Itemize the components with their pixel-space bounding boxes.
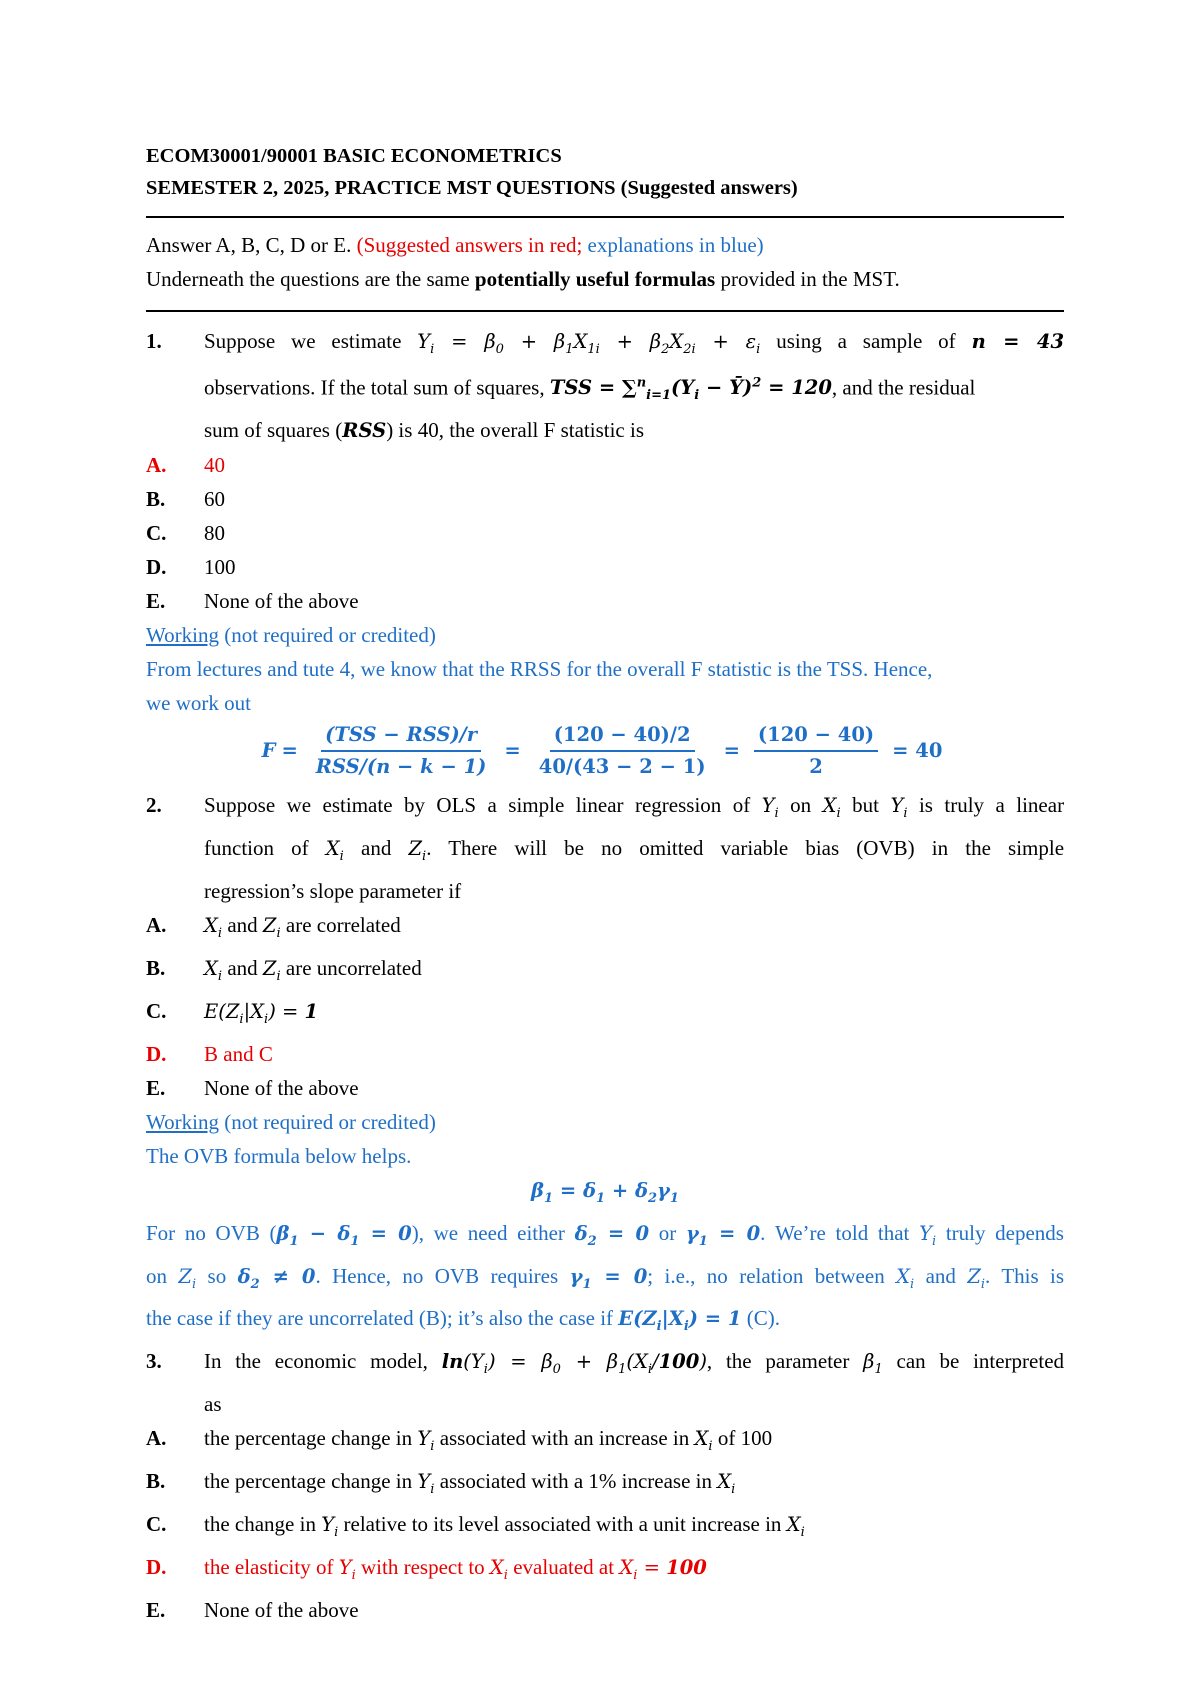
q2-option-e: E. None of the above — [146, 1075, 359, 1100]
course-title: ECOM30001/90001 BASIC ECONOMETRICS — [146, 145, 562, 167]
q3-option-e: E. None of the above — [146, 1597, 359, 1622]
q2-option-c: C. $E(Z_i|X_i) = 1$ — [146, 998, 319, 1027]
semester-title: SEMESTER 2, 2025, PRACTICE MST QUESTIONS (Suggested answers) — [146, 177, 798, 199]
q2-explanation-4: the case if they are uncorrelated (B); it’s also the case if $E(Z_i|X_i) = 1$ (C). — [146, 1306, 780, 1335]
q1-explanation-cont: we work out — [146, 691, 251, 716]
answer-instruction: Answer A, B, C, D or E. (Suggested answers in red; explanations in blue) — [146, 233, 764, 257]
question-2: 2. Suppose we estimate by OLS a simple linear regression of $Y_i$ on $X_i$ but $Y_i$ is truly a linear function of $X_i$ and $Z_i$. There will be no omitted variable bias (OVB) in the simple regression’s slope parameter if — [146, 788, 1064, 908]
legend-red: (Suggested answers in red; — [356, 233, 588, 257]
question-number: 2. — [146, 793, 162, 818]
q2-working-label: Working (not required or credited) — [146, 1109, 436, 1134]
q1-f-formula: F = $\frac{\text{(TSS − RSS)/r}}{\text{RSS/(n − k − 1)}}$ = $\frac{(120 - 40)/2}{40/(43 - 2 - 1)}$ = $\frac{(120 - 40)}{2}$ = 40 — [146, 720, 1064, 782]
q3-option-c: C. the change in $Y_i$ relative to its level associated with a unit increase in $X_i$ — [146, 1511, 805, 1540]
formulas-note: Underneath the questions are the same potentially useful formulas provided in the MST. — [146, 267, 900, 291]
q3-option-b: B. the percentage change in $Y_i$ associated with a 1% increase in $X_i$ — [146, 1469, 736, 1497]
q1-working-label: Working (not required or credited) — [146, 623, 436, 648]
question-2-options — [146, 908, 1064, 1105]
q2-ovb-formula: $\beta_1 = \delta_1 + \delta_2\gamma_1$ — [531, 1178, 679, 1206]
document-body — [146, 140, 1064, 1627]
question-1-options — [146, 448, 1064, 618]
legend-blue: explanations in blue) — [587, 233, 764, 257]
question-number: 1. — [146, 329, 162, 353]
question-3: 3. In the economic model, $\ln(Y_i) = \beta_0 + \beta_1(X_i/100)$, the parameter $\beta_1$ can be interpreted as — [146, 1344, 1064, 1421]
q2-option-b: B. $X_i$ and $Z_i$ are uncorrelated — [146, 955, 422, 984]
q1-option-c: C. 80 — [146, 521, 225, 546]
top-divider — [146, 216, 1064, 218]
q2-option-a: A. $X_i$ and $Z_i$ are correlated — [146, 913, 401, 941]
q2-option-d: D. B and C — [146, 1041, 273, 1066]
q3-option-a: A. the percentage change in $Y_i$ associated with an increase in $X_i$ of 100 — [146, 1426, 773, 1455]
question-3-options — [146, 1421, 1064, 1627]
question-1: 1. Suppose we estimate $Y_i = \beta_0 + \beta_1X_{1i} + \beta_2X_{2i} + \varepsilon_i$ using a sample of n = 43 observations. If the total sum of squares, TSS = $\sum^n_{i=1}(Y_i$ − Ȳ)$^2$ = 120, and the residual sum of squares (RSS) is 40, the overall F statistic is — [146, 324, 1064, 448]
q1-option-b: B. 60 — [146, 487, 225, 512]
q2-explanation-2: For no OVB $(\beta_1 - \delta_1 = 0)$, we need either $\delta_2 = 0$ or $\gamma_1 = 0$. We’re told that $Y_i$ truly depends — [146, 1220, 1064, 1249]
q2-explanation-3: on $Z_i$ so $\delta_2 \ne 0$. Hence, no OVB requires $\gamma_1 = 0$; i.e., no relation between $X_i$ and $Z_i$. This is — [146, 1263, 1065, 1292]
q1-option-d: D. 100 — [146, 555, 236, 580]
intro-divider — [146, 310, 1064, 312]
q1-explanation: From lectures and tute 4, we know that the RRSS for the overall F statistic is the TSS. Hence, — [146, 657, 933, 682]
q2-explanation: The OVB formula below helps. — [146, 1143, 412, 1168]
q1-option-a: A. 40 — [146, 453, 225, 478]
q3-option-d: D. the elasticity of $Y_i$ with respect to $X_i$ evaluated at $X_i = 100$ — [146, 1554, 707, 1583]
question-number: 3. — [146, 1349, 162, 1374]
q1-option-e: E. None of the above — [146, 589, 359, 614]
